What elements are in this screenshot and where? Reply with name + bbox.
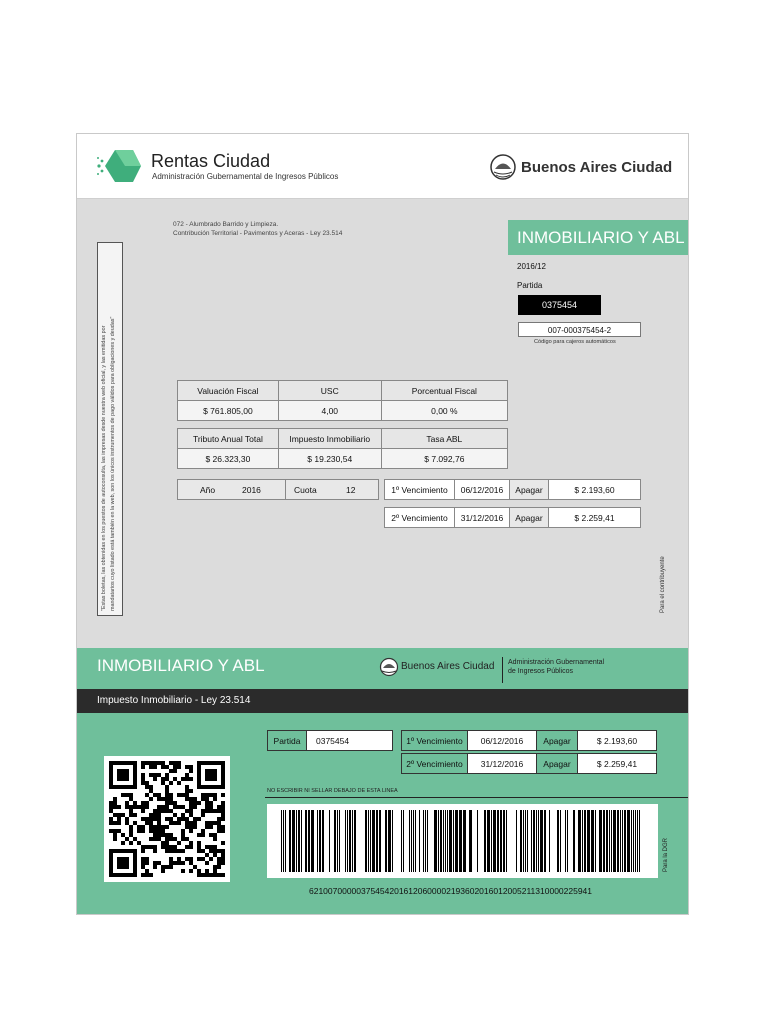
city-seal-icon [379,656,399,678]
bill-body [77,199,688,648]
stub-venc-2-label: 2º Vencimiento [401,753,468,774]
vencimiento-1-label: 1º Vencimiento [384,479,455,500]
table-cell: $ 761.805,00 [178,401,279,421]
dgr-label: Para la DGR [663,837,669,872]
table-cell: $ 7.092,76 [381,449,507,469]
vencimiento-2-amount: $ 2.259,41 [548,507,641,528]
stub-venc-1-pay-label: Apagar [536,730,578,751]
barcode [267,804,658,878]
stub-city-logo-text: Buenos Aires Ciudad [401,661,495,672]
vencimiento-2-pay-label: Apagar [509,507,549,528]
year-label: Año [200,484,216,495]
partida-label: Partida [517,281,543,290]
tax-amounts-table [177,428,508,469]
brand-title: Rentas Ciudad [151,151,271,171]
period: 2016/12 [517,262,546,271]
side-note-line-2: mandatarios cuyo listado está también en la web, son los únicos instrumentos de pago válidos para obligaciones y deudas" [110,316,116,611]
qr-code [104,756,230,882]
stub-agency-line-1: Administración Gubernamental [508,659,605,666]
cuota-label: Cuota [294,484,317,495]
stub-agency [508,658,604,676]
stub-venc-1-amount: $ 2.193,60 [577,730,657,751]
qr-code-graphic [104,756,230,882]
side-note-line-1: "Estas boletas, las obtenidas en los puestos de autoconsulta, las impresas desde nuestra web oficial, y las emitidas por [101,325,107,611]
valuation-table [177,380,508,421]
stub-title: INMOBILIARIO Y ABL [97,656,265,675]
city-seal-icon [489,152,517,182]
vencimiento-1-amount: $ 2.193,60 [548,479,641,500]
atm-code-label: Código para cajeros automáticos [534,339,616,345]
table-header: Porcentual Fiscal [381,381,507,401]
concept-line-1: 072 - Alumbrado Barrido y Limpieza. [173,221,279,228]
tax-bill [76,133,689,915]
stub-agency-line-2: de Ingresos Públicos [508,668,573,675]
cuota-value: 12 [346,484,356,495]
stub-partida-value: 0375454 [306,730,393,751]
stub-venc-1-label: 1º Vencimiento [401,730,468,751]
partida-value: 0375454 [518,295,601,315]
vencimiento-1-date: 06/12/2016 [454,479,510,500]
stub-law-text: Impuesto Inmobiliario - Ley 23.514 [97,695,251,706]
stub-venc-1-date: 06/12/2016 [467,730,537,751]
city-logo-text: Buenos Aires Ciudad [521,159,673,176]
stub-venc-2-date: 31/12/2016 [467,753,537,774]
table-cell: 4,00 [278,401,381,421]
table-cell: $ 26.323,30 [178,449,279,469]
payment-stub [77,648,688,915]
barcode-graphic [267,804,658,878]
side-note-box [97,242,123,616]
stub-law-bar [77,689,688,713]
atm-code: 007-000375454-2 [518,322,641,337]
contribuyente-label: Para el contribuyente [660,556,666,613]
year-value: 2016 [242,484,261,495]
stub-venc-2-pay-label: Apagar [536,753,578,774]
tax-type-banner: INMOBILIARIO Y ABL [508,220,688,255]
no-write-line [265,797,688,798]
stub-venc-2-amount: $ 2.259,41 [577,753,657,774]
stub-partida-label: Partida [267,730,307,751]
rentas-logo-icon [95,148,143,184]
barcode-number: 62100700000375454201612060000219360201601200521131000022594​1 [309,886,593,896]
table-cell: $ 19.230,54 [278,449,381,469]
no-write-notice: NO ESCRIBIR NI SELLAR DEBAJO DE ESTA LINEA [267,788,398,794]
vencimiento-2-date: 31/12/2016 [454,507,510,528]
bill-header [77,134,688,199]
table-header: Tributo Anual Total [178,429,279,449]
table-header: Impuesto Inmobiliario [278,429,381,449]
table-header: Valuación Fiscal [178,381,279,401]
concept-line-2: Contribución Territorial - Pavimentos y Aceras - Ley 23.514 [173,230,343,237]
vencimiento-2-label: 2º Vencimiento [384,507,455,528]
table-header: Tasa ABL [381,429,507,449]
brand-subtitle: Administración Gubernamental de Ingresos Públicos [152,172,339,181]
table-header: USC [278,381,381,401]
vencimiento-1-pay-label: Apagar [509,479,549,500]
table-cell: 0,00 % [381,401,507,421]
period-row [177,479,379,500]
